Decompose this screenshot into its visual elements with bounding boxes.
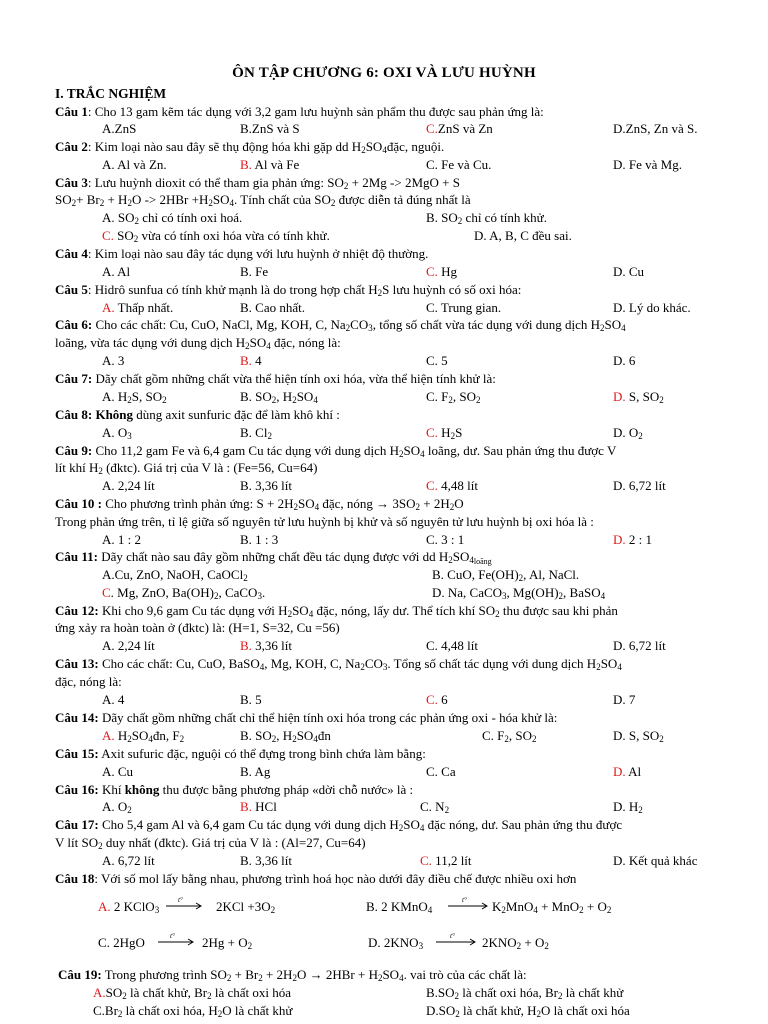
option-a: A. 2,24 lít xyxy=(102,638,155,653)
question-16-options xyxy=(0,799,768,815)
option-a: A. 2 KClO$_3$ xyxy=(98,899,160,915)
reaction-arrow-c xyxy=(156,932,196,948)
option-d: D. 6 xyxy=(613,353,636,368)
option-b: B. $SO_2$, $H_2SO_4$ xyxy=(240,389,318,405)
question-11: Câu 11: Dãy chất nào sau đây gồm những chất đều tác dụng được với dd $H_2SO_{4loãng}$ xyxy=(55,549,492,566)
svg-text:t°: t° xyxy=(462,896,467,904)
option-a: A. $SO_2$ chỉ có tính oxi hoá. xyxy=(102,210,243,226)
option-c: C. $F_2$, $SO_2$ xyxy=(482,728,537,744)
option-b: B. 4 xyxy=(240,353,262,368)
question-14: Câu 14: Dãy chất gồm những chất chỉ thể hiện tính oxi hóa trong các phản ứng oxi - hóa khử là: xyxy=(55,710,558,725)
option-c: C. 4,48 lít xyxy=(426,638,479,653)
question-6: Câu 6: Cho các chất: Cu, CuO, NaCl, Mg, KOH, C, $Na_2CO_3$, tổng số chất vừa tác dụng với dung dịch $H_2SO_4$ xyxy=(55,317,626,333)
question-1-options xyxy=(0,121,768,137)
question-19: Câu 19: Trong phương trình $SO_2 + Br_2 + 2H_2O \to 2HBr + H_2SO_4$. vai trò của các chất là: xyxy=(58,967,527,983)
option-c: C. 5 xyxy=(426,353,448,368)
question-18-options-row-2 xyxy=(0,932,768,954)
option-a: A. 3 xyxy=(102,353,125,368)
option-b: B.ZnS và S xyxy=(240,121,300,136)
option-c: C. Fe và Cu. xyxy=(426,157,492,172)
option-c: C. Ca xyxy=(426,764,456,779)
svg-text:t°: t° xyxy=(450,932,455,940)
option-b: B. 3,36 lít xyxy=(240,638,293,653)
page-title: ÔN TẬP CHƯƠNG 6: OXI VÀ LƯU HUỲNH xyxy=(232,65,536,81)
option-b: $B.SO_2$ là chất oxi hóa, $Br_2$ là chất khử xyxy=(426,985,624,1001)
question-9: Câu 9: Cho 11,2 gam Fe và 6,4 gam Cu tác dụng với dung dịch $H_2SO_4$ loãng, dư. Sau phản ứng thu được V xyxy=(55,443,617,459)
option-a: A.ZnS xyxy=(102,121,137,136)
option-a: A.Cu, ZnO, NaOH, CaOCl$_2$ xyxy=(102,567,248,583)
option-b: B. 3,36 lít xyxy=(240,853,293,868)
option-a: A. Al xyxy=(102,264,131,279)
option-c: C. $H_2S$ xyxy=(426,425,463,441)
question-16: Câu 16: Khí không thu được bằng phương pháp «dời chỗ nước» là : xyxy=(55,782,414,797)
option-b: B. Ag xyxy=(240,764,271,779)
question-7-options xyxy=(0,389,768,405)
option-a: A. 2,24 lít xyxy=(102,478,155,493)
option-b: B. 3,36 lít xyxy=(240,478,293,493)
question-3-line-2: $SO_2+ Br_2 + H_2O -> 2HBr +H_2SO_4$. Tính chất của $SO_2$ được diễn tả đúng nhất là xyxy=(55,192,471,208)
option-d: D. A, B, C đều sai. xyxy=(474,228,572,243)
option-d: D. 6,72 lít xyxy=(613,478,666,493)
option-a: A. Al và Zn. xyxy=(102,157,167,172)
question-13-options xyxy=(0,692,768,708)
reaction-arrow-b xyxy=(446,896,490,912)
question-14-options xyxy=(0,728,768,744)
option-b: B. 2 KMnO$_4$ xyxy=(366,899,433,915)
option-c: $C.Br_2$ là chất oxi hóa, $H_2O$ là chất khử xyxy=(93,1003,293,1019)
option-b: B. Fe xyxy=(240,264,269,279)
question-12: Câu 12: Khi cho 9,6 gam Cu tác dụng với $H_2SO_4$ đặc, nóng, lấy dư. Thể tích khí $SO_2$ thu được sau khi phản xyxy=(55,603,618,619)
option-c: C. 6 xyxy=(426,692,448,707)
question-13: Câu 13: Cho các chất: Cu, CuO, BaSO$_4$, Mg, KOH, C, $Na_2CO_3$. Tổng số chất tác dụng với dung dịch $H_2SO_4$ xyxy=(55,656,622,672)
question-2-options xyxy=(0,157,768,173)
question-3: Câu 3: Lưu huỳnh dioxit có thể tham gia phản ứng: $SO_2 + 2Mg -> 2MgO + S$ xyxy=(55,175,460,191)
question-17: Câu 17: Cho 5,4 gam Al và 6,4 gam Cu tác dụng với dung dịch $H_2SO_4$ đặc nóng, dư. Sau phản ứng thu được xyxy=(55,817,623,833)
section-heading: I. TRẮC NGHIỆM xyxy=(55,86,167,101)
option-d: $D.SO_2$ là chất khử, $H_2O$ là chất oxi hóa xyxy=(426,1003,630,1019)
question-12-line-2: ứng xảy ra hoàn toàn ở (đktc) là: (H=1, S=32, Cu =56) xyxy=(55,620,340,635)
option-c-product: $2Hg + O_2$ xyxy=(202,935,253,951)
option-d: D. $H_2$ xyxy=(613,799,643,815)
option-c: C. 3 : 1 xyxy=(426,532,465,547)
option-b-product: $K_2MnO_4 + MnO_2 + O_2$ xyxy=(492,899,612,915)
option-d-product: $2KNO_2 + O_2$ xyxy=(482,935,549,951)
option-b: B. $Cl_2$ xyxy=(240,425,272,441)
question-6-options xyxy=(0,353,768,369)
question-1: Câu 1: Cho 13 gam kẽm tác dụng với 3,2 gam lưu huỳnh sản phẩm thu được sau phản ứng là: xyxy=(55,104,544,119)
option-b: B. Al và Fe xyxy=(240,157,300,172)
option-d: D. Cu xyxy=(613,264,645,279)
option-a: A. $H_2SO_4đn$, $F_2$ xyxy=(102,728,185,744)
reaction-arrow-a xyxy=(164,896,204,912)
option-b: B. $SO_2$, $H_2SO_4đn$ xyxy=(240,728,331,744)
question-15: Câu 15: Axit sufuric đặc, nguội có thể đựng trong bình chứa làm bằng: xyxy=(55,746,426,761)
question-9-options xyxy=(0,478,768,494)
option-d: D. Na, CaCO$_3$, $Mg(OH)_2$, BaSO$_4$ xyxy=(432,585,606,601)
option-c: C. Hg xyxy=(426,264,458,279)
question-18-options-row-1 xyxy=(0,896,768,918)
option-a: A. Thấp nhất. xyxy=(102,300,174,315)
svg-text:t°: t° xyxy=(178,896,183,904)
question-19-options-row-2 xyxy=(0,1003,768,1019)
question-17-options xyxy=(0,853,768,869)
question-6-line-2: loãng, vừa tác dụng với dung dịch $H_2SO_4$ đặc, nóng là: xyxy=(55,335,341,351)
option-c: C. Trung gian. xyxy=(426,300,502,315)
reaction-arrow-d xyxy=(434,932,478,948)
option-a: A. $O_2$ xyxy=(102,799,132,815)
question-4: Câu 4: Kim loại nào sau đây tác dụng với lưu huỳnh ở nhiệt độ thường. xyxy=(55,246,429,261)
option-a: A. $O_3$ xyxy=(102,425,132,441)
option-b: B. 1 : 3 xyxy=(240,532,279,547)
arrow-icon: → xyxy=(309,967,323,982)
question-5-options xyxy=(0,300,768,316)
option-d: D. $2KNO_3$ xyxy=(368,935,424,951)
option-b: B. CuO, $Fe(OH)_2$, Al, NaCl. xyxy=(432,567,580,583)
option-a: A. Cu xyxy=(102,764,134,779)
option-d: D. Fe và Mg. xyxy=(613,157,682,172)
option-c: C.ZnS và Zn xyxy=(426,121,493,136)
option-d: D. Kết quả khác xyxy=(613,853,698,868)
question-7: Câu 7: Dãy chất gồm những chất vừa thể hiện tính oxi hóa, vừa thể hiện tính khử là: xyxy=(55,371,496,386)
option-d: D. 6,72 lít xyxy=(613,638,666,653)
option-a: A. $H_2S$, $SO_2$ xyxy=(102,389,167,405)
option-a-product: $2KCl +3O_2$ xyxy=(216,899,276,915)
option-c: C. $F_2$, $SO_2$ xyxy=(426,389,481,405)
question-19-options-row-1 xyxy=(0,985,768,1001)
question-11-options-row-1 xyxy=(0,567,768,583)
question-10-line-2: Trong phản ứng trên, tỉ lệ giữa số nguyên tử lưu huỳnh bị khử và số nguyên tử lưu huỳnh bị oxi hóa là : xyxy=(55,514,594,529)
question-18: Câu 18: Với số mol lấy bằng nhau, phương trình hoá học nào dưới đây điều chế được nhiều oxi hơn xyxy=(55,871,577,886)
option-d: D. $O_2$ xyxy=(613,425,643,441)
option-c: C. 11,2 lít xyxy=(420,853,472,868)
question-8-options xyxy=(0,425,768,441)
option-b: B. $SO_2$ chỉ có tính khử. xyxy=(426,210,547,226)
question-15-options xyxy=(0,764,768,780)
option-d: D. S, $SO_2$ xyxy=(613,728,664,744)
option-b: B. Cao nhất. xyxy=(240,300,305,315)
option-b: B. 5 xyxy=(240,692,262,707)
option-a: A. 1 : 2 xyxy=(102,532,141,547)
option-d: D. 7 xyxy=(613,692,636,707)
option-c: C. $SO_2$ vừa có tính oxi hóa vừa có tính khử. xyxy=(102,228,330,244)
question-17-line-2: V lít $SO_2$ duy nhất (đktc). Giá trị của V là : (Al=27, Cu=64) xyxy=(55,835,366,851)
question-12-options xyxy=(0,638,768,654)
question-9-line-2: lít khí $H_2$ (đktc). Giá trị của V là : (Fe=56, Cu=64) xyxy=(55,460,318,476)
question-8: Câu 8: Không dùng axit sunfuric đặc để làm khô khí : xyxy=(55,407,340,422)
option-c: C. Mg, ZnO, $Ba(OH)_2$, CaCO$_3$. xyxy=(102,585,266,601)
option-c: C. 2HgO xyxy=(98,935,145,950)
question-10: Câu 10 : Cho phương trình phản ứng: $S + 2H_2SO_4$ đặc, nóng → $3SO_2 + 2H_2O$ xyxy=(55,496,464,512)
option-d: D.ZnS, Zn và S. xyxy=(613,121,698,136)
question-2: Câu 2: Kim loại nào sau đây sẽ thụ động hóa khi gặp dd $H_2SO_4đặc$, nguội. xyxy=(55,139,445,155)
option-a: $A.SO_2$ là chất khử, $Br_2$ là chất oxi hóa xyxy=(93,985,292,1001)
option-d: D. S, $SO_2$ xyxy=(613,389,664,405)
option-a: A. 6,72 lít xyxy=(102,853,155,868)
question-4-options xyxy=(0,264,768,280)
question-10-options xyxy=(0,532,768,548)
option-d: D. Al xyxy=(613,764,642,779)
question-11-options-row-2 xyxy=(0,585,768,601)
question-3-options-row-1 xyxy=(0,210,768,226)
option-d: D. 2 : 1 xyxy=(613,532,653,547)
option-c: C. 4,48 lít xyxy=(426,478,479,493)
option-d: D. Lý do khác. xyxy=(613,300,691,315)
question-3-options-row-2 xyxy=(0,228,768,244)
option-c: C. $N_2$ xyxy=(420,799,450,815)
question-13-line-2: đặc, nóng là: xyxy=(55,674,122,689)
option-b: B. HCl xyxy=(240,799,277,814)
option-a: A. 4 xyxy=(102,692,125,707)
question-5: Câu 5: Hidrô sunfua có tính khử mạnh là do trong hợp chất $H_2S$ lưu huỳnh có số oxi hóa: xyxy=(55,282,522,298)
svg-text:t°: t° xyxy=(170,932,175,940)
